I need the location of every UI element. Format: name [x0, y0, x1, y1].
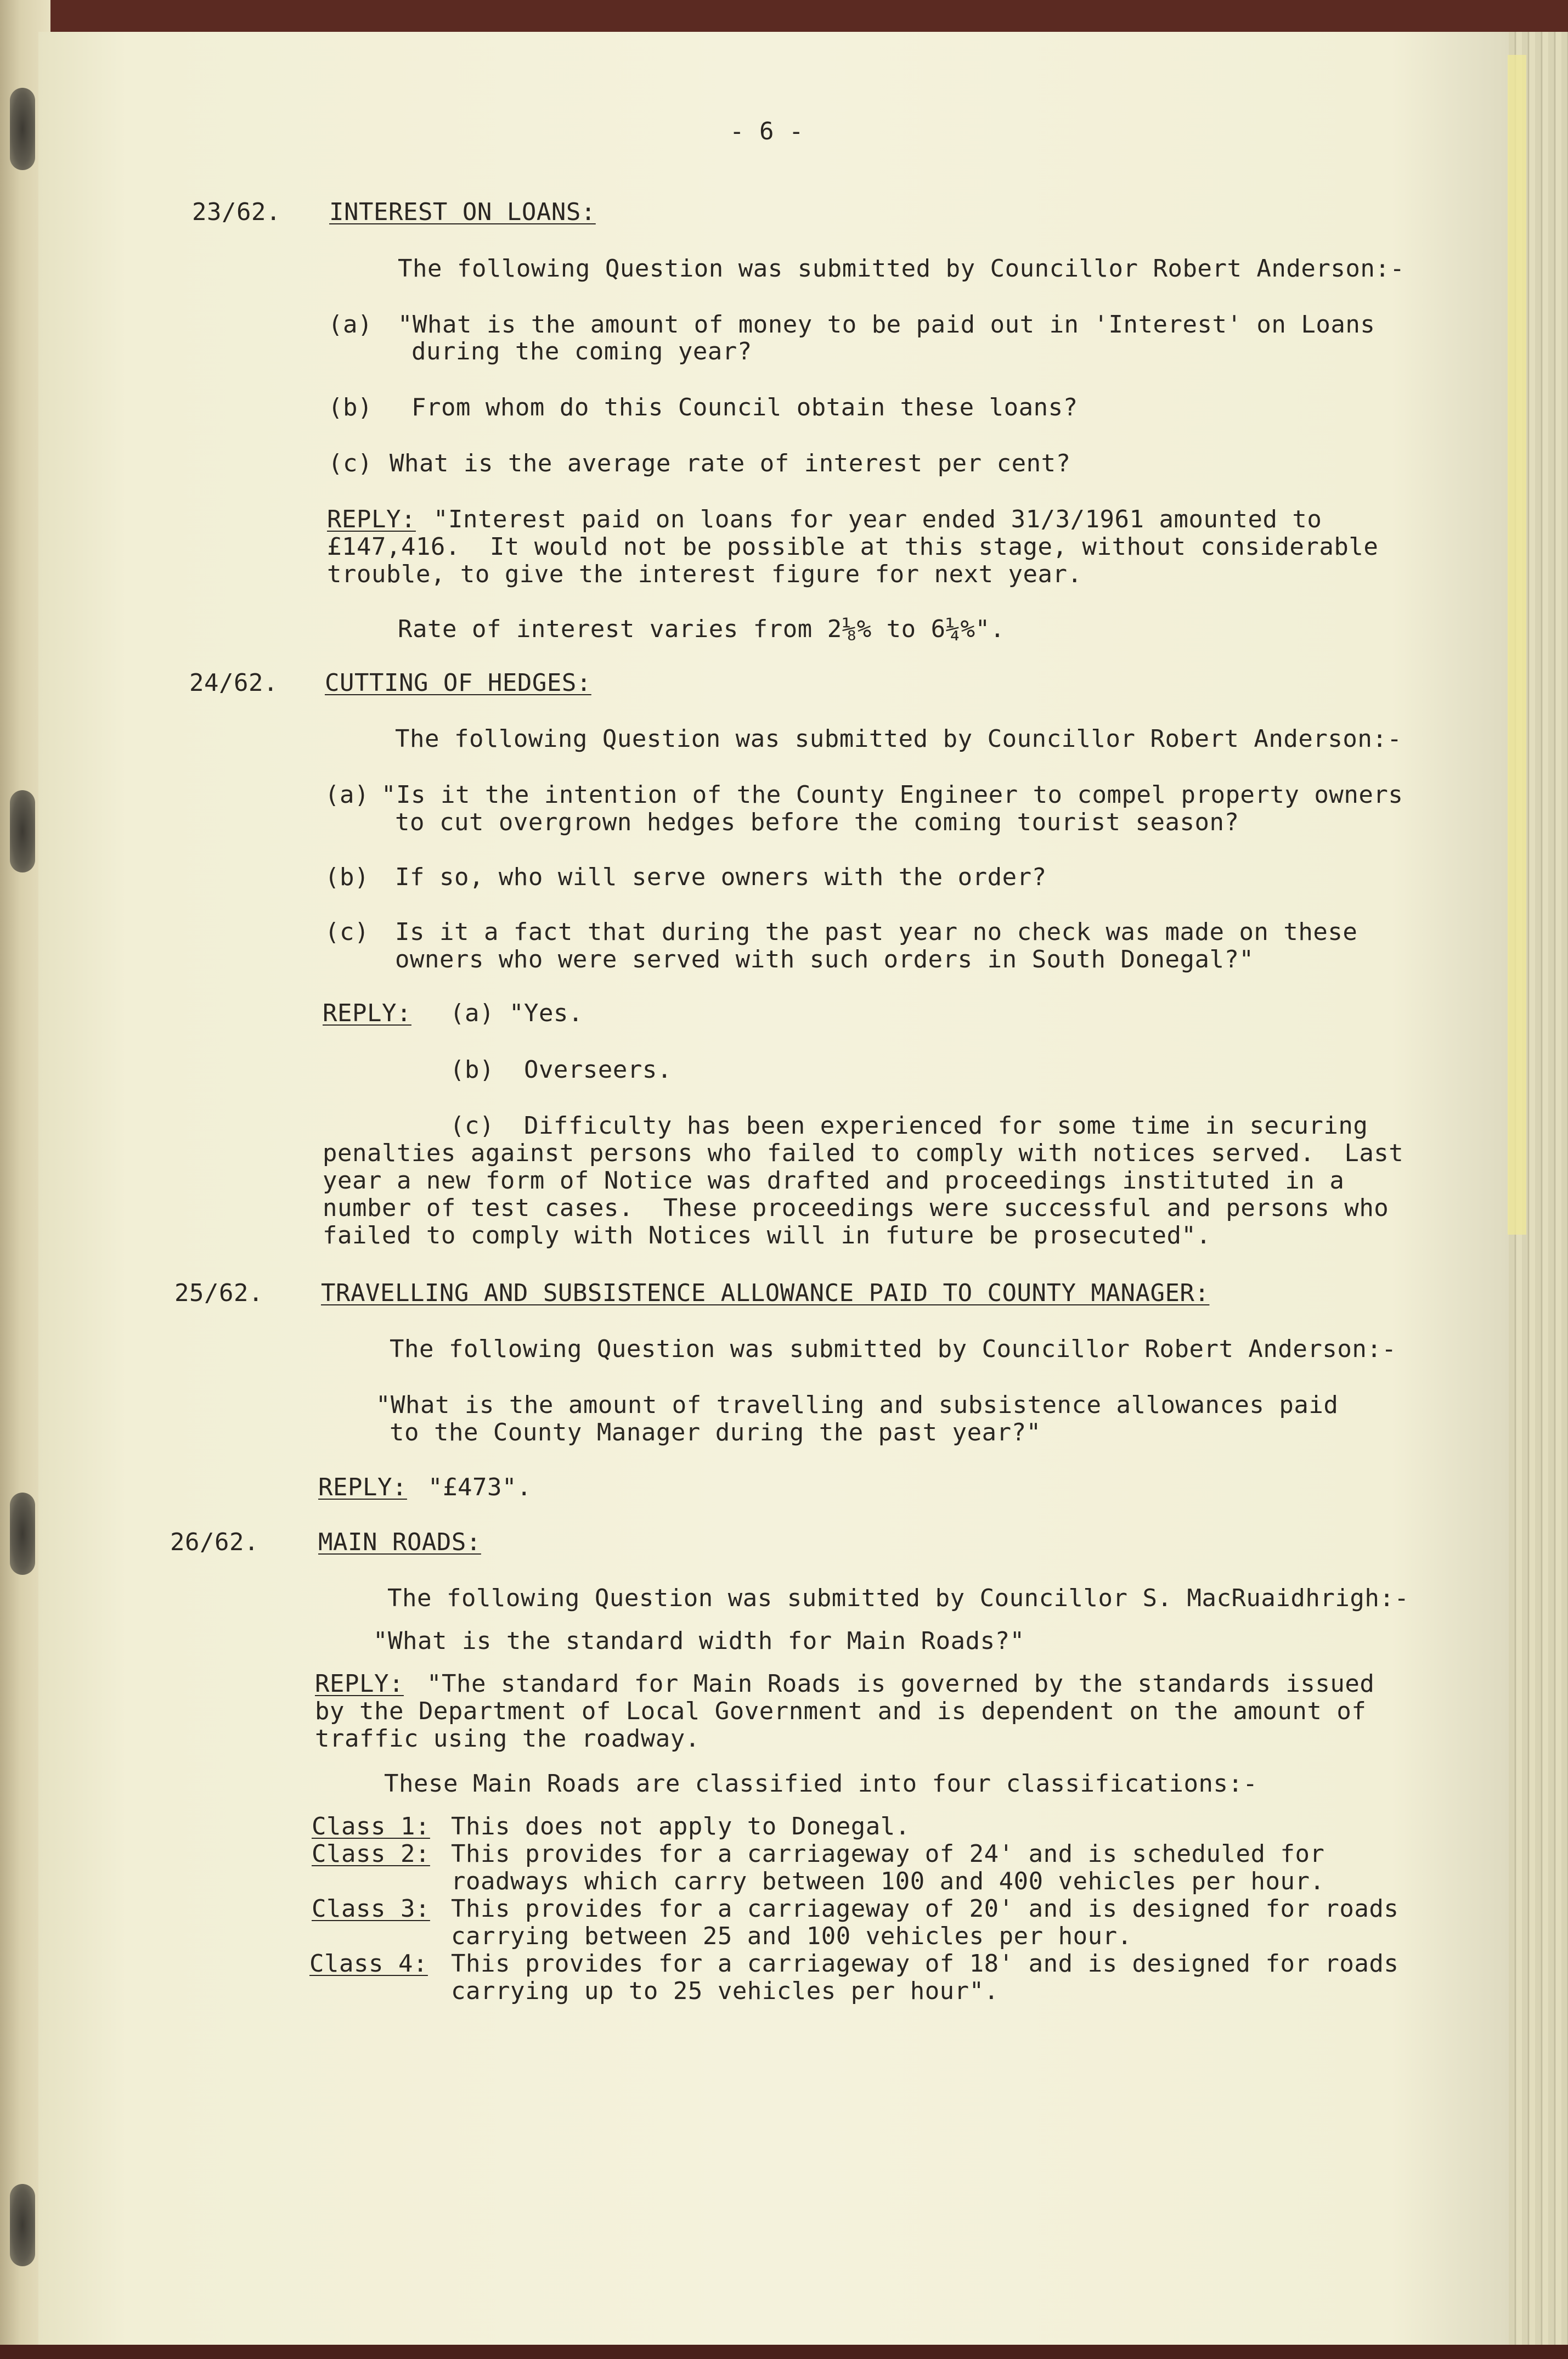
item-number: 24/62.	[189, 669, 278, 697]
item-number: 23/62.	[192, 198, 281, 226]
class-text: roadways which carry between 100 and 400 vehicles per hour.	[451, 1867, 1325, 1895]
question-label: (c)	[325, 918, 369, 946]
reply-text: (c) Difficulty has been experienced for some time in securing	[450, 1112, 1368, 1140]
page-number: - 6 -	[730, 117, 804, 145]
question-intro: The following Question was submitted by Councillor S. MacRuaidhrigh:-	[387, 1584, 1409, 1612]
question-text: What is the average rate of interest per cent?	[390, 449, 1071, 477]
class-text: This provides for a carriageway of 24' and is scheduled for	[451, 1840, 1325, 1868]
reply-label: REPLY:	[318, 1473, 407, 1501]
class-text: carrying up to 25 vehicles per hour".	[451, 1977, 999, 2005]
question-text: "What is the amount of travelling and subsistence allowances paid	[376, 1391, 1339, 1419]
binder-ring	[10, 1493, 35, 1575]
reply-text: "The standard for Main Roads is governed by the standards issued	[427, 1670, 1375, 1698]
reply-text: number of test cases. These proceedings were successful and persons who	[323, 1194, 1389, 1222]
reply-label: REPLY:	[323, 999, 411, 1027]
item-number: 26/62.	[170, 1528, 259, 1556]
question-text: "What is the amount of money to be paid out in 'Interest' on Loans	[398, 311, 1375, 339]
item-heading: TRAVELLING AND SUBSISTENCE ALLOWANCE PAID TO COUNTY MANAGER:	[321, 1279, 1210, 1307]
question-text: during the coming year?	[411, 337, 752, 365]
question-text: From whom do this Council obtain these loans?	[411, 393, 1078, 421]
question-label: (b)	[325, 863, 369, 891]
class-label: Class 4:	[309, 1950, 428, 1978]
reply-text: (a) "Yes.	[450, 999, 583, 1027]
reply-text: trouble, to give the interest figure for next year.	[327, 560, 1082, 588]
reply-text: £147,416. It would not be possible at this stage, without considerable	[327, 533, 1379, 561]
yellow-page-tab	[1508, 55, 1526, 1235]
item-heading: MAIN ROADS:	[318, 1528, 481, 1556]
binder-ring	[10, 2184, 35, 2266]
binder-ring	[10, 790, 35, 872]
reply-text: by the Department of Local Government and is dependent on the amount of	[315, 1697, 1367, 1725]
class-label: Class 3:	[312, 1895, 430, 1923]
question-intro: The following Question was submitted by Councillor Robert Anderson:-	[390, 1335, 1397, 1363]
question-label: (b)	[328, 393, 373, 421]
question-text: If so, who will serve owners with the order?	[395, 863, 1047, 891]
reply-text: failed to comply with Notices will in future be prosecuted".	[323, 1221, 1211, 1249]
reply-text: traffic using the roadway.	[315, 1725, 700, 1753]
cover-edge	[0, 2345, 1568, 2359]
class-text: carrying between 25 and 100 vehicles per hour.	[451, 1922, 1132, 1950]
reply-text: penalties against persons who failed to comply with notices served. Last	[323, 1139, 1404, 1167]
class-text: This does not apply to Donegal.	[451, 1812, 910, 1840]
question-text: to cut overgrown hedges before the coming tourist season?	[395, 808, 1239, 836]
class-text: This provides for a carriageway of 18' and is designed for roads	[451, 1950, 1399, 1978]
class-label: Class 1:	[312, 1812, 430, 1840]
question-text: Is it a fact that during the past year no check was made on these	[395, 918, 1358, 946]
question-label: (a)	[325, 781, 369, 809]
binder-ring	[10, 88, 35, 170]
question-intro: The following Question was submitted by Councillor Robert Anderson:-	[398, 255, 1405, 283]
question-intro: The following Question was submitted by Councillor Robert Anderson:-	[395, 725, 1402, 753]
reply-text: (b) Overseers.	[450, 1056, 672, 1084]
reply-label: REPLY:	[315, 1670, 404, 1698]
reply-text: year a new form of Notice was drafted and proceedings instituted in a	[323, 1167, 1345, 1195]
reply-text: Rate of interest varies from 2⅛% to 6¼%".	[398, 615, 1005, 643]
item-heading: INTEREST ON LOANS:	[329, 198, 596, 226]
item-heading: CUTTING OF HEDGES:	[325, 669, 591, 697]
question-text: "Is it the intention of the County Engineer to compel property owners	[381, 781, 1403, 809]
question-text: "What is the standard width for Main Roads?"	[373, 1627, 1025, 1655]
reply-text: "Interest paid on loans for year ended 31/3/1961 amounted to	[433, 505, 1322, 533]
question-label: (c)	[328, 449, 373, 477]
question-label: (a)	[328, 311, 373, 339]
reply-text: These Main Roads are classified into four classifications:-	[384, 1770, 1258, 1798]
item-number: 25/62.	[174, 1279, 263, 1307]
reply-label: REPLY:	[327, 505, 416, 533]
class-label: Class 2:	[312, 1840, 430, 1868]
question-text: to the County Manager during the past year?"	[390, 1418, 1041, 1446]
class-text: This provides for a carriageway of 20' and is designed for roads	[451, 1895, 1399, 1923]
question-text: owners who were served with such orders in South Donegal?"	[395, 945, 1254, 973]
reply-text: "£473".	[428, 1473, 532, 1501]
